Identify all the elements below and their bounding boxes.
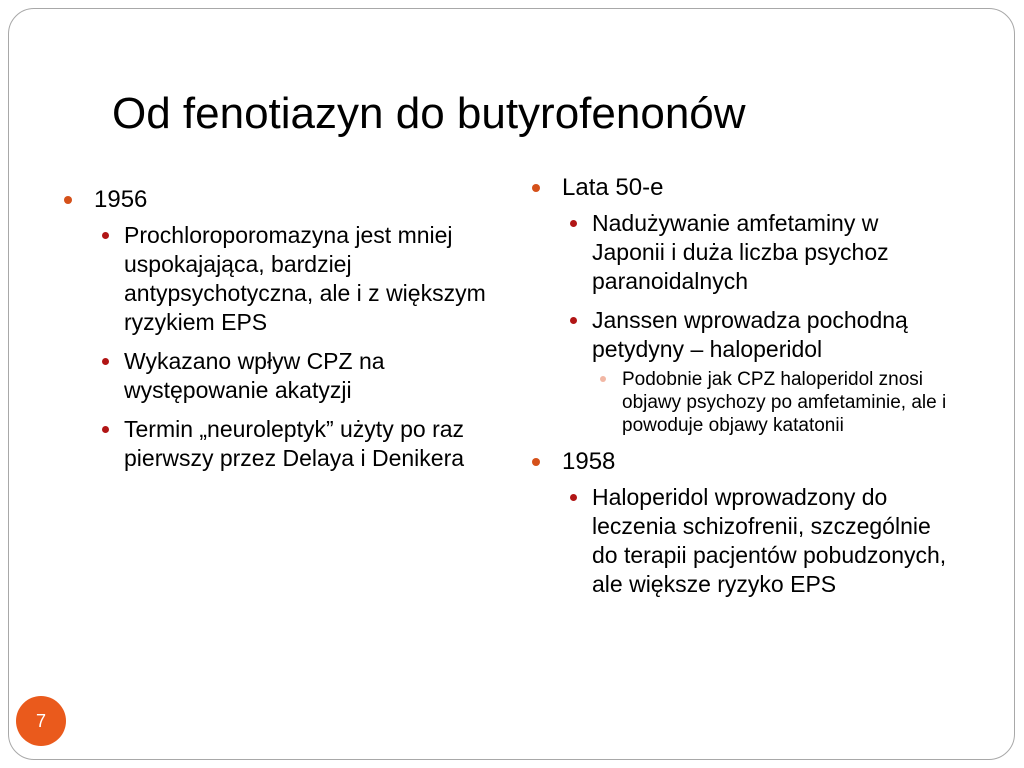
sub-bullet: Haloperidol wprowadzony do leczenia schizofrenii, szczególnie do terapii pacjentów pobudzonych, ale większe ryzyko EPS	[562, 483, 950, 599]
left-column	[62, 185, 492, 483]
bullet-1958	[530, 447, 950, 599]
sub-bullet: Nadużywanie amfetaminy w Japonii i duża liczba psychoz paranoidalnych	[562, 209, 950, 296]
sub-sub-bullet: Podobnie jak CPZ haloperidol znosi objawy psychozy po amfetaminie, ale i powoduje objawy katatonii	[592, 368, 950, 437]
bullet-1956	[62, 185, 492, 473]
bullet-1958-text: 1958	[562, 448, 616, 475]
bullet-lata-50-text: Lata 50-e	[562, 174, 664, 201]
slide-title: Od fenotiazyn do butyrofenonów	[112, 89, 746, 138]
slide-number-badge: 7	[16, 696, 66, 746]
right-column	[530, 173, 950, 609]
bullet-1956-text: 1956	[94, 186, 148, 213]
sub-bullet: Termin „neuroleptyk” użyty po raz pierwszy przez Delaya i Denikera	[94, 415, 492, 473]
bullet-lata-50	[530, 173, 950, 437]
sub-bullet: Wykazano wpływ CPZ na występowanie akatyzji	[94, 347, 492, 405]
sub-bullet-text: Janssen wprowadza pochodną petydyny – haloperidol	[592, 307, 908, 362]
sub-bullet: Prochloroporomazyna jest mniej uspokajająca, bardziej antypsychotyczna, ale i z większym ryzykiem EPS	[94, 221, 492, 337]
sub-bullet-janssen	[562, 306, 950, 437]
